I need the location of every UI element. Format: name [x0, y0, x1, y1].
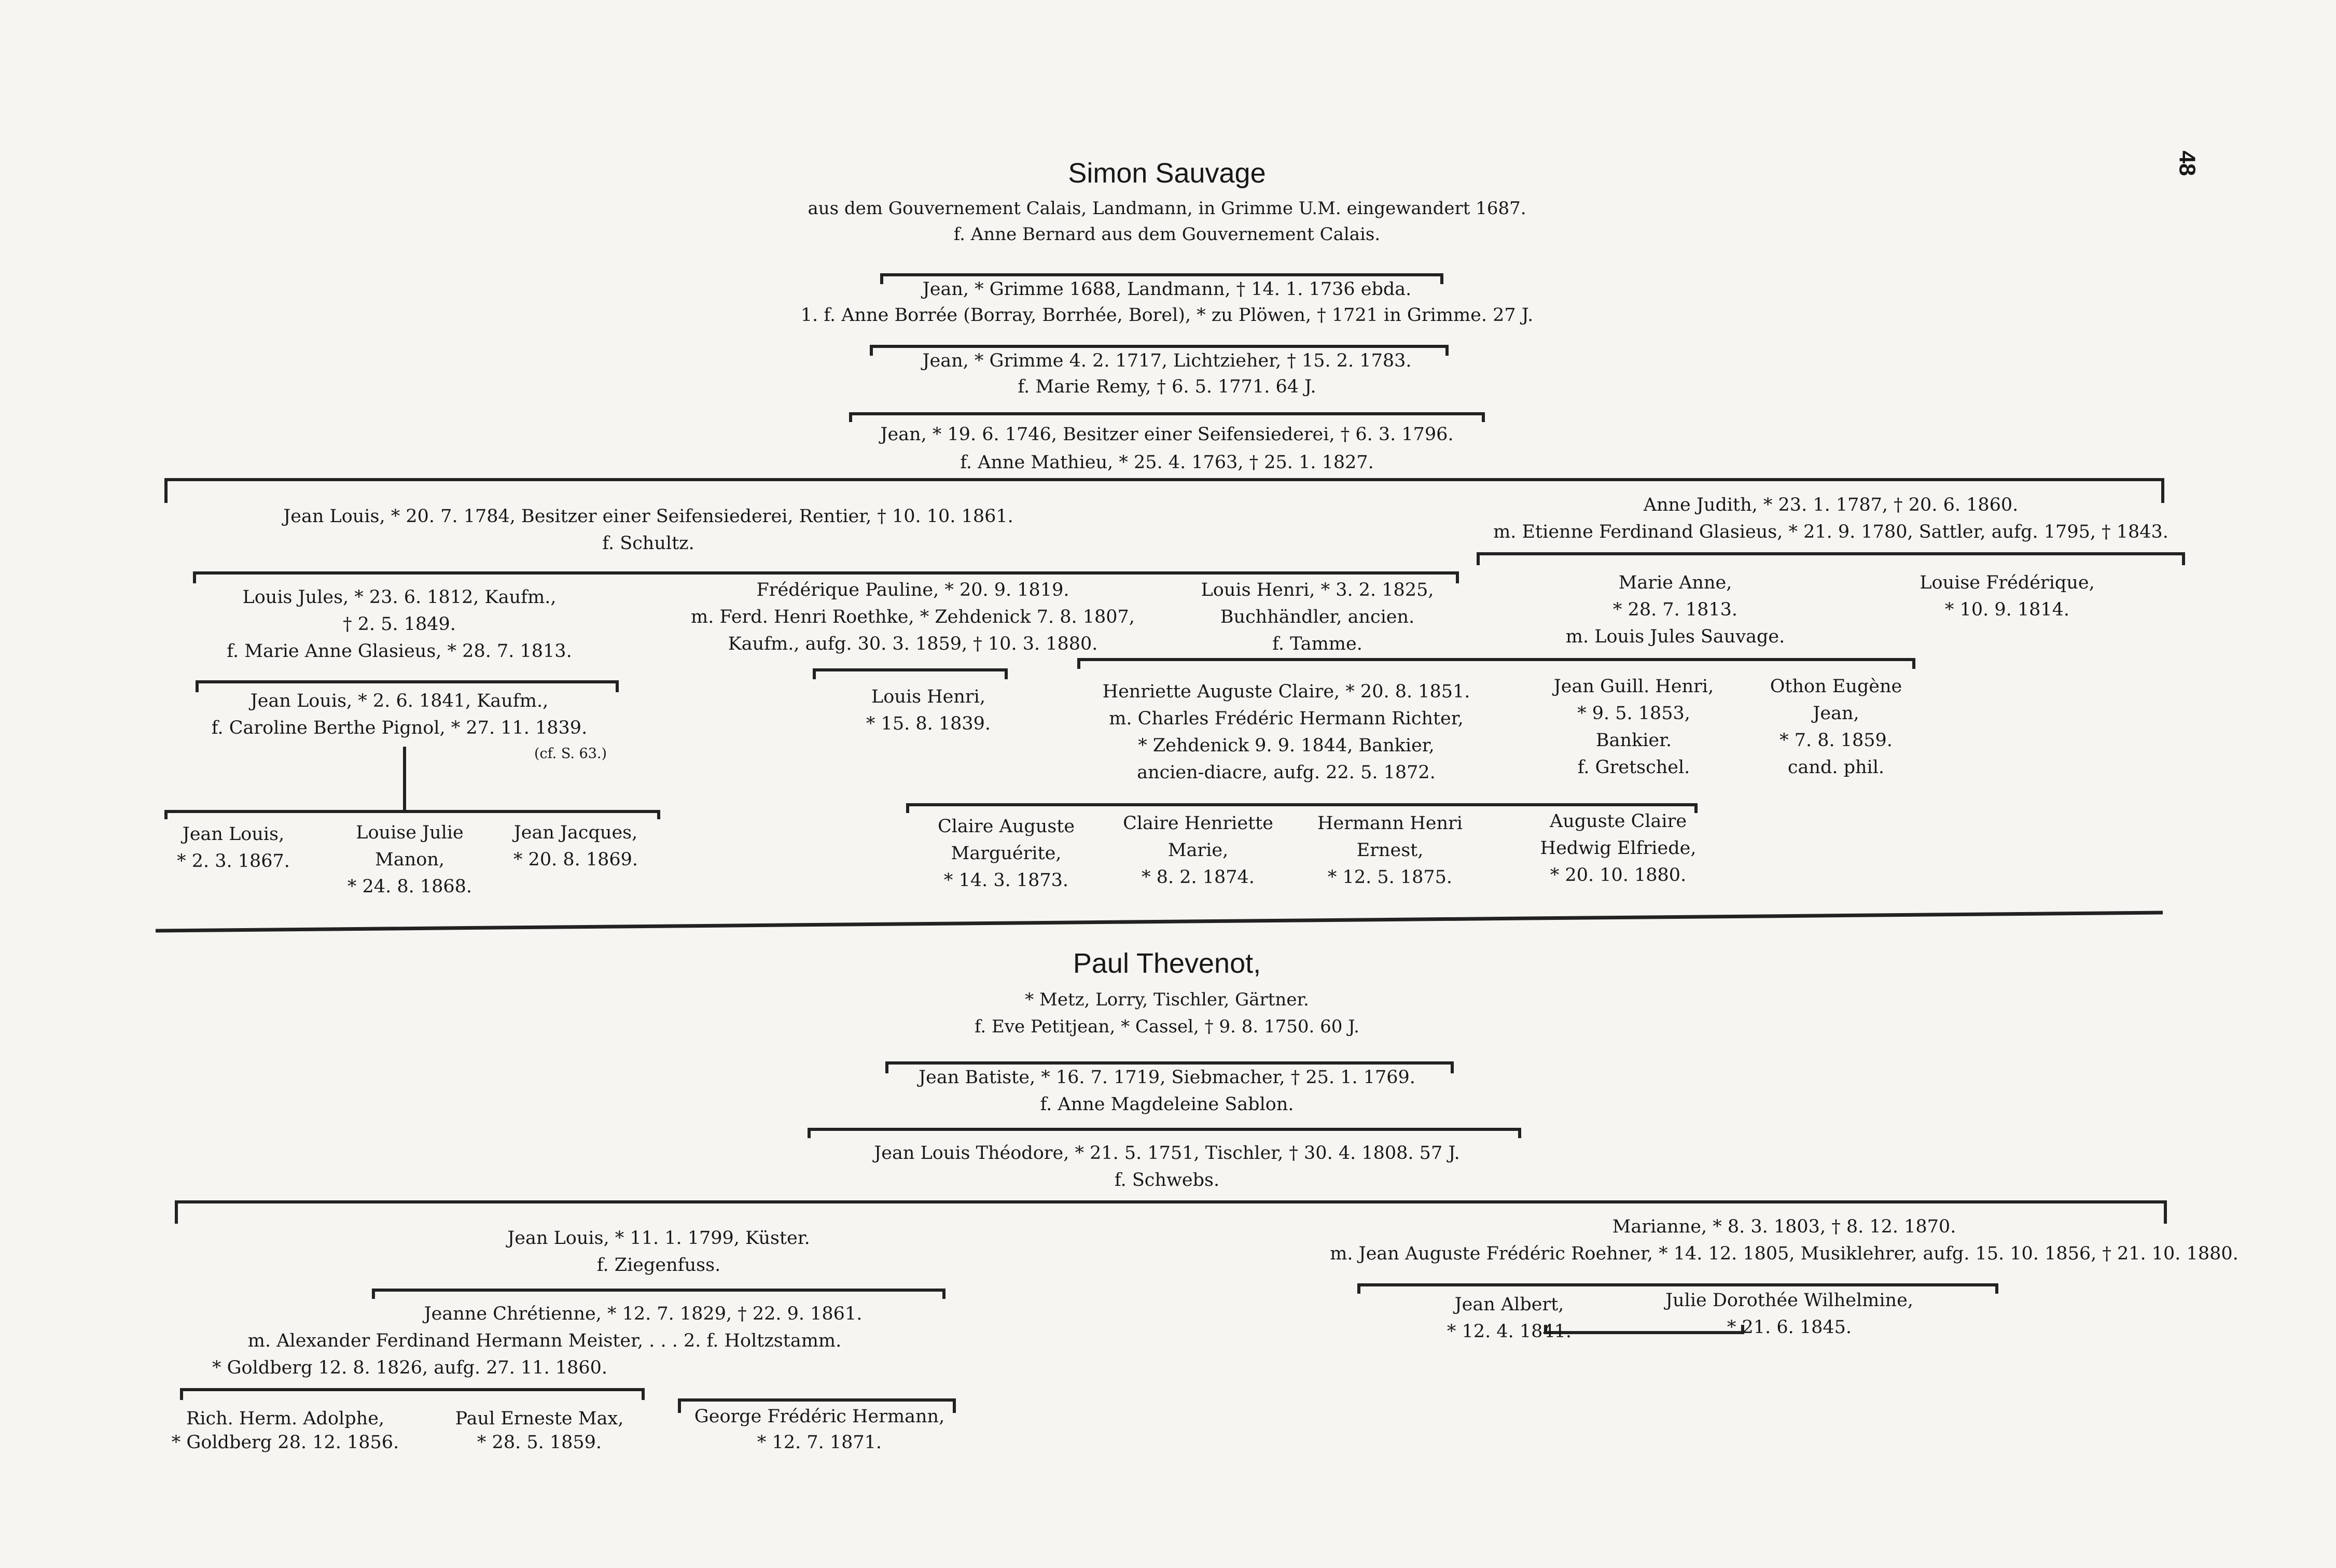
george-frederic-hermann-birth: * 12. 7. 1871. [757, 1432, 882, 1453]
hermann-henri-ernest: Hermann Henri [1317, 813, 1463, 834]
jean-louis-1841: Jean Louis, * 2. 6. 1841, Kaufm., [250, 691, 549, 711]
henriette-spouse-birth: * Zehdenick 9. 9. 1844, Bankier, [1138, 735, 1435, 756]
marie-anne: Marie Anne, [1618, 572, 1732, 593]
jean-louis-1799-spouse: f. Ziegenfuss. [596, 1255, 721, 1276]
jean-guill-henri-spouse: f. Gretschel. [1577, 757, 1690, 778]
jean-louis-1784: Jean Louis, * 20. 7. 1784, Besitzer einer Seifensiederei, Rentier, † 10. 10. 1861. [283, 506, 1013, 527]
rich-herm-adolphe-birth: * Goldberg 28. 12. 1856. [171, 1432, 399, 1453]
anne-judith: Anne Judith, * 23. 1. 1787, † 20. 6. 1860. [1643, 495, 2019, 515]
marianne-spouse: m. Jean Auguste Frédéric Roehner, * 14. 12. 1805, Musiklehrer, aufg. 15. 10. 1856, † 21. 10. 1880. [1330, 1243, 2238, 1264]
othon-eugene: Othon Eugène [1770, 676, 1902, 697]
othon-eugene-profession: cand. phil. [1787, 757, 1885, 778]
marie-anne-birth: * 28. 7. 1813. [1612, 599, 1738, 620]
louise-julie-manon-birth: * 24. 8. 1868. [347, 876, 472, 897]
frederique-pauline: Frédérique Pauline, * 20. 9. 1819. [756, 580, 1069, 600]
jean-guill-henri: Jean Guill. Henri, [1553, 676, 1714, 697]
jean-louis-theodore: Jean Louis Théodore, * 21. 5. 1751, Tischler, † 30. 4. 1808. 57 J. [874, 1143, 1460, 1164]
louis-henri-1825-profession: Buchhändler, ancien. [1220, 607, 1415, 627]
gen2-spouse: 1. f. Anne Borrée (Borray, Borrhée, Borel), * zu Plöwen, † 1721 in Grimme. 27 J. [800, 305, 1534, 326]
hermann-henri-ernest-birth: * 12. 5. 1875. [1327, 867, 1453, 888]
claire-henriette-marie: Claire Henriette [1123, 813, 1273, 834]
louise-julie-manon: Louise Julie [356, 822, 464, 843]
claire-auguste-marguerite-name2: Marguérite, [951, 843, 1062, 864]
page-number: 48 [2174, 150, 2200, 176]
thevenot-spouse: f. Eve Petitjean, * Cassel, † 9. 8. 1750. 60 J. [975, 1016, 1359, 1037]
hermann-henri-ernest-name2: Ernest, [1356, 840, 1424, 861]
cross-reference: (cf. S. 63.) [534, 746, 607, 762]
marie-anne-spouse: m. Louis Jules Sauvage. [1565, 626, 1785, 647]
thevenot-description: * Metz, Lorry, Tischler, Gärtner. [1025, 989, 1309, 1010]
claire-auguste-marguerite-birth: * 14. 3. 1873. [943, 870, 1069, 891]
frederique-pauline-spouse-info: Kaufm., aufg. 30. 3. 1859, † 10. 3. 1880. [728, 634, 1098, 654]
george-frederic-hermann: George Frédéric Hermann, [694, 1406, 945, 1427]
jeanne-chretienne-spouse: m. Alexander Ferdinand Hermann Meister, . . . 2. f. Holtzstamm. [247, 1331, 842, 1351]
jeanne-chretienne: Jeanne Chrétienne, * 12. 7. 1829, † 22. 9. 1861. [424, 1304, 863, 1324]
julie-dorothee-wilhelmine-birth: * 21. 6. 1845. [1727, 1317, 1852, 1338]
head-spouse: f. Anne Bernard aus dem Gouvernement Calais. [953, 224, 1381, 245]
jean-louis-1867-birth: * 2. 3. 1867. [177, 851, 290, 872]
gen3-spouse: f. Marie Remy, † 6. 5. 1771. 64 J. [1018, 376, 1316, 397]
jean-louis-1867: Jean Louis, [182, 824, 285, 845]
anne-judith-spouse: m. Etienne Ferdinand Glasieus, * 21. 9. 1780, Sattler, aufg. 1795, † 1843. [1493, 522, 2168, 542]
paul-erneste-max: Paul Erneste Max, [455, 1408, 624, 1429]
rich-herm-adolphe: Rich. Herm. Adolphe, [186, 1408, 385, 1429]
jean-albert-birth: * 12. 4. 1841. [1447, 1321, 1572, 1342]
jean-louis-theodore-spouse: f. Schwebs. [1114, 1170, 1220, 1191]
othon-eugene-name2: Jean, [1813, 703, 1859, 724]
louis-jules: Louis Jules, * 23. 6. 1812, Kaufm., [242, 587, 557, 608]
jean-guill-henri-birth: * 9. 5. 1853, [1577, 703, 1690, 724]
jean-batiste-spouse: f. Anne Magdeleine Sablon. [1040, 1094, 1294, 1115]
jean-jacques-birth: * 20. 8. 1869. [513, 849, 638, 870]
gen4-spouse: f. Anne Mathieu, * 25. 4. 1763, † 25. 1. 1827. [960, 452, 1374, 473]
head-description: aus dem Gouvernement Calais, Landmann, in Grimme U.M. eingewandert 1687. [808, 198, 1526, 219]
henriette-auguste-claire: Henriette Auguste Claire, * 20. 8. 1851. [1102, 681, 1470, 702]
louis-henri-1839: Louis Henri, [871, 687, 985, 707]
paul-erneste-max-birth: * 28. 5. 1859. [477, 1432, 602, 1453]
jean-batiste: Jean Batiste, * 16. 7. 1719, Siebmacher, † 25. 1. 1769. [919, 1067, 1415, 1088]
othon-eugene-birth: * 7. 8. 1859. [1779, 730, 1893, 751]
family-head-sauvage: Simon Sauvage [1068, 158, 1266, 189]
jean-louis-1799: Jean Louis, * 11. 1. 1799, Küster. [507, 1228, 810, 1249]
henriette-spouse: m. Charles Frédéric Hermann Richter, [1109, 708, 1464, 729]
jean-louis-1784-spouse: f. Schultz. [602, 533, 694, 554]
claire-henriette-marie-name2: Marie, [1167, 840, 1229, 861]
gen4-entry: Jean, * 19. 6. 1746, Besitzer einer Seifensiederei, † 6. 3. 1796. [880, 424, 1454, 445]
jeanne-chretienne-spouse-info: * Goldberg 12. 8. 1826, aufg. 27. 11. 1860. [212, 1357, 608, 1378]
louis-henri-1825-spouse: f. Tamme. [1272, 634, 1362, 654]
gen3-entry: Jean, * Grimme 4. 2. 1717, Lichtzieher, † 15. 2. 1783. [922, 351, 1412, 371]
marianne: Marianne, * 8. 3. 1803, † 8. 12. 1870. [1612, 1216, 1956, 1237]
gen2-entry: Jean, * Grimme 1688, Landmann, † 14. 1. 1736 ebda. [922, 279, 1412, 300]
auguste-claire-hedwig-name2: Hedwig Elfriede, [1540, 838, 1697, 859]
jean-louis-1841-spouse: f. Caroline Berthe Pignol, * 27. 11. 1839. [211, 718, 588, 738]
auguste-claire-hedwig-birth: * 20. 10. 1880. [1550, 865, 1687, 886]
jean-jacques: Jean Jacques, [513, 822, 638, 843]
louis-jules-death: † 2. 5. 1849. [343, 614, 456, 635]
frederique-pauline-spouse: m. Ferd. Henri Roethke, * Zehdenick 7. 8. 1807, [691, 607, 1135, 627]
henriette-spouse-info: ancien-diacre, aufg. 22. 5. 1872. [1137, 762, 1436, 783]
claire-auguste-marguerite: Claire Auguste [937, 816, 1075, 837]
claire-henriette-marie-birth: * 8. 2. 1874. [1142, 867, 1255, 888]
julie-dorothee-wilhelmine: Julie Dorothée Wilhelmine, [1665, 1290, 1913, 1311]
jean-guill-henri-profession: Bankier. [1595, 730, 1672, 751]
louis-henri-1839-birth: * 15. 8. 1839. [866, 713, 991, 734]
louise-frederique: Louise Frédérique, [1920, 572, 2095, 593]
louis-jules-spouse: f. Marie Anne Glasieus, * 28. 7. 1813. [227, 641, 572, 662]
family-head-thevenot: Paul Thevenot, [1073, 948, 1261, 979]
louis-henri-1825: Louis Henri, * 3. 2. 1825, [1201, 580, 1434, 600]
auguste-claire-hedwig: Auguste Claire [1549, 811, 1687, 832]
jean-albert: Jean Albert, [1454, 1294, 1564, 1315]
louise-julie-manon-name2: Manon, [375, 849, 444, 870]
louise-frederique-birth: * 10. 9. 1814. [1944, 599, 2070, 620]
